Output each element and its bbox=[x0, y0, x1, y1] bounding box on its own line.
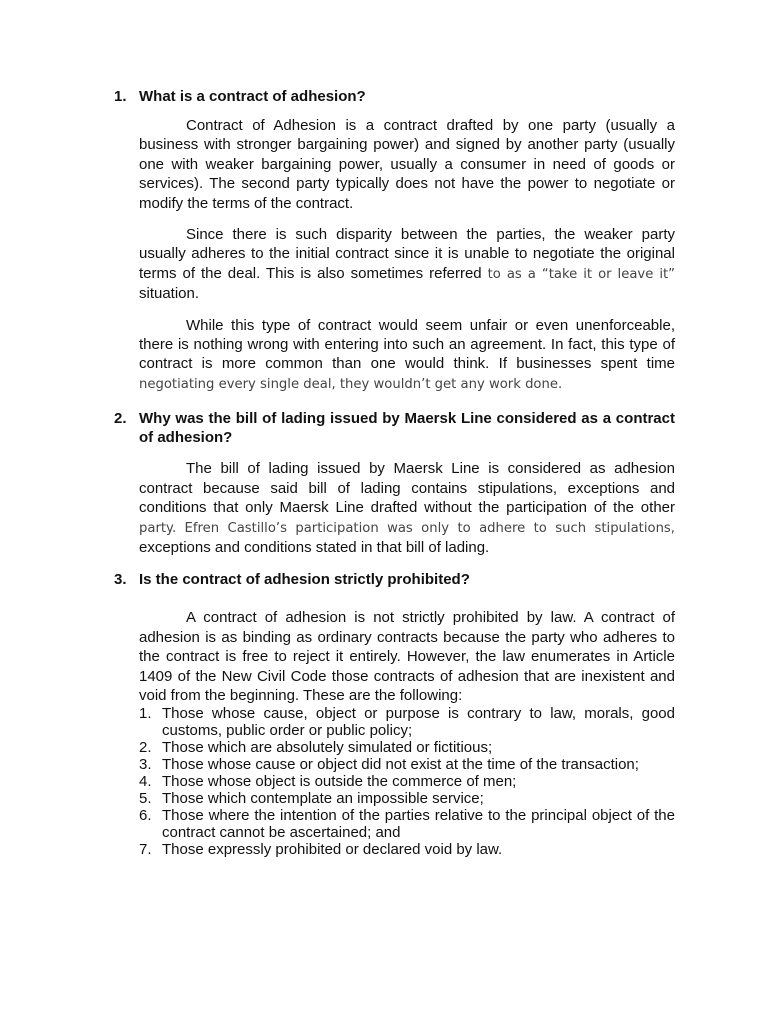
list-item-number: 7. bbox=[139, 841, 152, 859]
list-item-text: Those expressly prohibited or declared void by law. bbox=[162, 841, 503, 859]
paragraph-text: The bill of lading issued by Maersk Line is considered as adhesion contract because said bill of lading contains stipulations, exceptions and conditions that only Maersk Line drafted without the participation of the other bbox=[139, 460, 675, 517]
answer-paragraph: A contract of adhesion is not strictly prohibited by law. A contract of adhesion is as binding as ordinary contracts because the party who adheres to the contract is free to reject it entirely. However, the law enumerates in Article 1409 of the New Civil Code those contracts of adhesion that are inexistent and void from the beginning. These are the following: bbox=[139, 609, 675, 704]
paragraph-text: While this type of contract would seem unfair or even unenforceable, there is nothing wrong with entering into such an agreement. In fact, this type of contract is more common than one would think. If businesses spent time bbox=[139, 316, 675, 373]
paragraph-text: situation. bbox=[139, 285, 200, 303]
answer-paragraph bbox=[139, 225, 675, 304]
list-item-text: Those which are absolutely simulated or fictitious; bbox=[162, 739, 493, 757]
list-item-number: 3. bbox=[139, 756, 152, 774]
question-text: What is a contract of adhesion? bbox=[139, 88, 366, 105]
paragraph-text: to as a “take it or leave it” bbox=[487, 266, 675, 282]
list-item bbox=[139, 756, 675, 773]
question-1 bbox=[114, 87, 675, 106]
list-item bbox=[139, 790, 675, 807]
paragraph-text: Since there is such disparity between the parties, the weaker party usually adheres to the initial contract since it is unable to negotiate the original terms of the deal. This is also sometimes referred bbox=[139, 226, 675, 282]
question-number: 3. bbox=[114, 571, 127, 589]
list-item bbox=[139, 773, 675, 790]
list-item-number: 4. bbox=[139, 773, 152, 791]
list-item-number: 1. bbox=[139, 705, 152, 723]
list-item bbox=[139, 841, 675, 858]
list-item-number: 5. bbox=[139, 790, 152, 808]
paragraph-text: party. Efren Castillo’s participation was only to adhere to such stipulations, bbox=[139, 520, 675, 536]
list-item-text: Those which contemplate an impossible service; bbox=[162, 790, 484, 808]
list-item-number: 2. bbox=[139, 739, 152, 757]
void-contracts-list bbox=[139, 705, 675, 858]
paragraph-text: exceptions and conditions stated in that bill of lading. bbox=[139, 538, 490, 556]
question-number: 1. bbox=[114, 88, 127, 105]
list-item-text: Those where the intention of the parties relative to the principal object of the contract cannot be ascertained; and bbox=[162, 807, 675, 842]
question-number: 2. bbox=[114, 410, 127, 428]
list-item bbox=[139, 807, 675, 841]
list-item bbox=[139, 739, 675, 756]
question-3 bbox=[114, 570, 675, 589]
question-text: Why was the bill of lading issued by Maersk Line considered as a contract of adhesion? bbox=[139, 410, 675, 447]
paragraph-text: negotiating every single deal, they wouldn’t get any work done. bbox=[139, 376, 563, 392]
list-item-number: 6. bbox=[139, 807, 152, 825]
list-item-text: Those whose cause or object did not exist at the time of the transaction; bbox=[162, 756, 639, 774]
question-text: Is the contract of adhesion strictly prohibited? bbox=[139, 571, 470, 589]
answer-paragraph: Contract of Adhesion is a contract drafted by one party (usually a business with stronger bargaining power) and signed by another party (usually one with weaker bargaining power, usually a consumer in need of goods or services). The second party typically does not have the power to negotiate or modify the terms of the contract. bbox=[139, 117, 675, 212]
list-item bbox=[139, 705, 675, 739]
list-item-text: Those whose object is outside the commerce of men; bbox=[162, 773, 517, 791]
list-item-text: Those whose cause, object or purpose is contrary to law, morals, good customs, public order or public policy; bbox=[162, 705, 675, 740]
question-2 bbox=[114, 409, 675, 447]
answer-paragraph bbox=[139, 459, 675, 557]
answer-paragraph bbox=[139, 316, 675, 395]
